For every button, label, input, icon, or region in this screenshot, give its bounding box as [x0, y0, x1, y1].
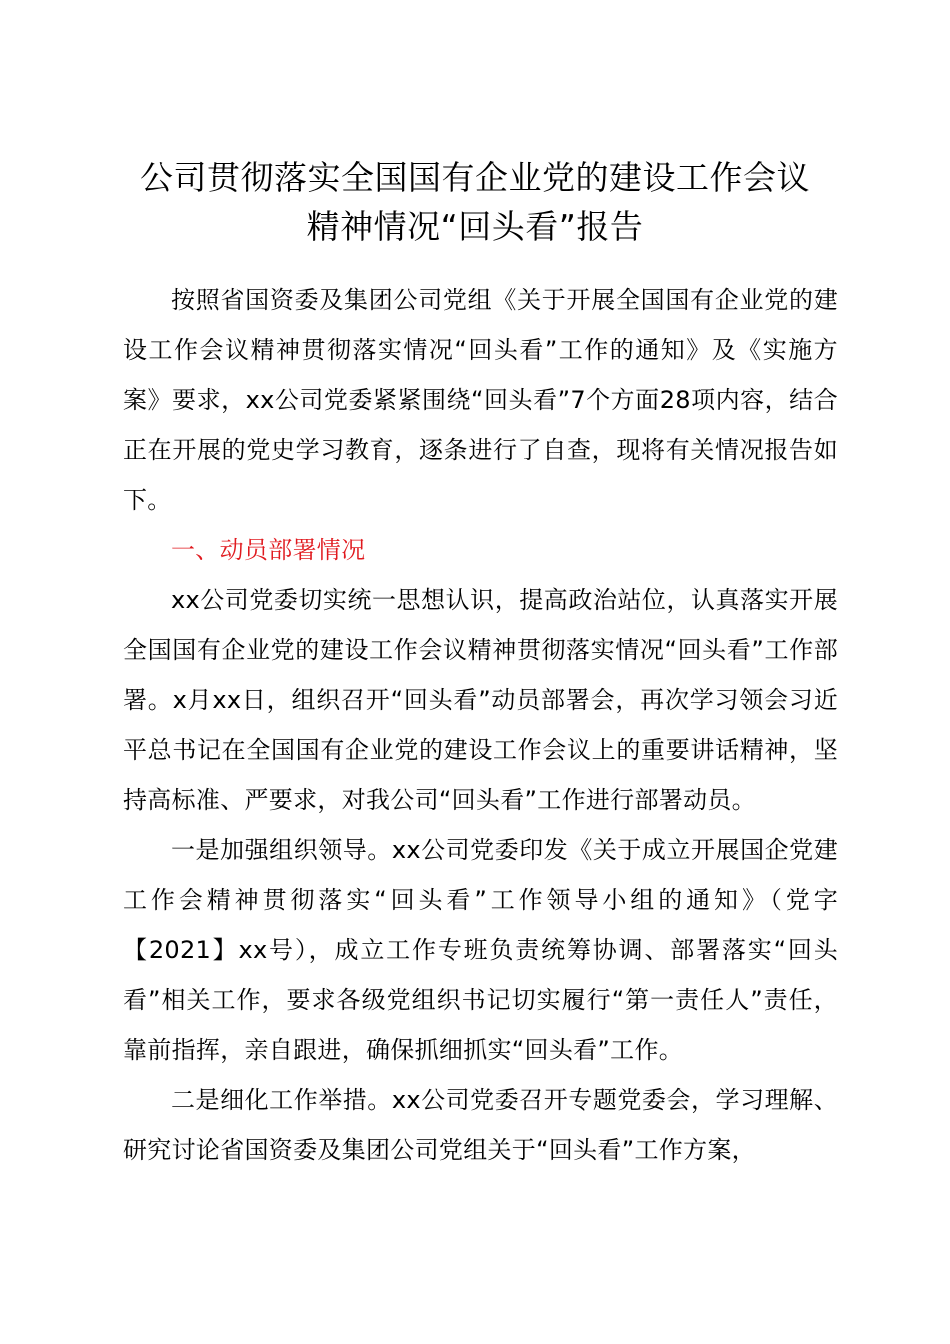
mobilization-paragraph: xx公司党委切实统一思想认识，提高政治站位，认真落实开展全国国有企业党的建设工作会议精神贯彻落实情况“回头看”工作部署。x月xx日，组织召开“回头看”动员部署会，再次学习领会习近平总书记在全国国有企业党的建设工作会议上的重要讲话精神，坚持高标准、严要求，对我公司“回头看”工作进行部署动员。: [123, 586, 838, 814]
document-title-line-1: 公司贯彻落实全国国有企业党的建设工作会议: [140, 158, 810, 197]
organization-leadership-paragraph: 一是加强组织领导。xx公司党委印发《关于成立开展国企党建工作会精神贯彻落实“回头看”工作领导小组的通知》（党字【2021】xx号），成立工作专班负责统筹协调、部署落实“回头看”相关工作，要求各级党组织书记切实履行“第一责任人”责任，靠前指挥，亲自跟进，确保抓细抓实“回头看”工作。: [123, 836, 838, 1064]
section-heading-mobilization: 一、动员部署情况: [171, 536, 366, 564]
document-body: [123, 275, 838, 1175]
document-title-line-2: 精神情况“回头看”报告: [306, 207, 644, 246]
intro-paragraph: 按照省国资委及集团公司党组《关于开展全国国有企业党的建设工作会议精神贯彻落实情况“回头看”工作的通知》及《实施方案》要求，xx公司党委紧紧围绕“回头看”7个方面28项内容，结合正在开展的党史学习教育，逐条进行了自查，现将有关情况报告如下。: [123, 286, 838, 514]
work-measures-paragraph: 二是细化工作举措。xx公司党委召开专题党委会，学习理解、研究讨论省国资委及集团公司党组关于“回头看”工作方案，: [123, 1086, 838, 1164]
